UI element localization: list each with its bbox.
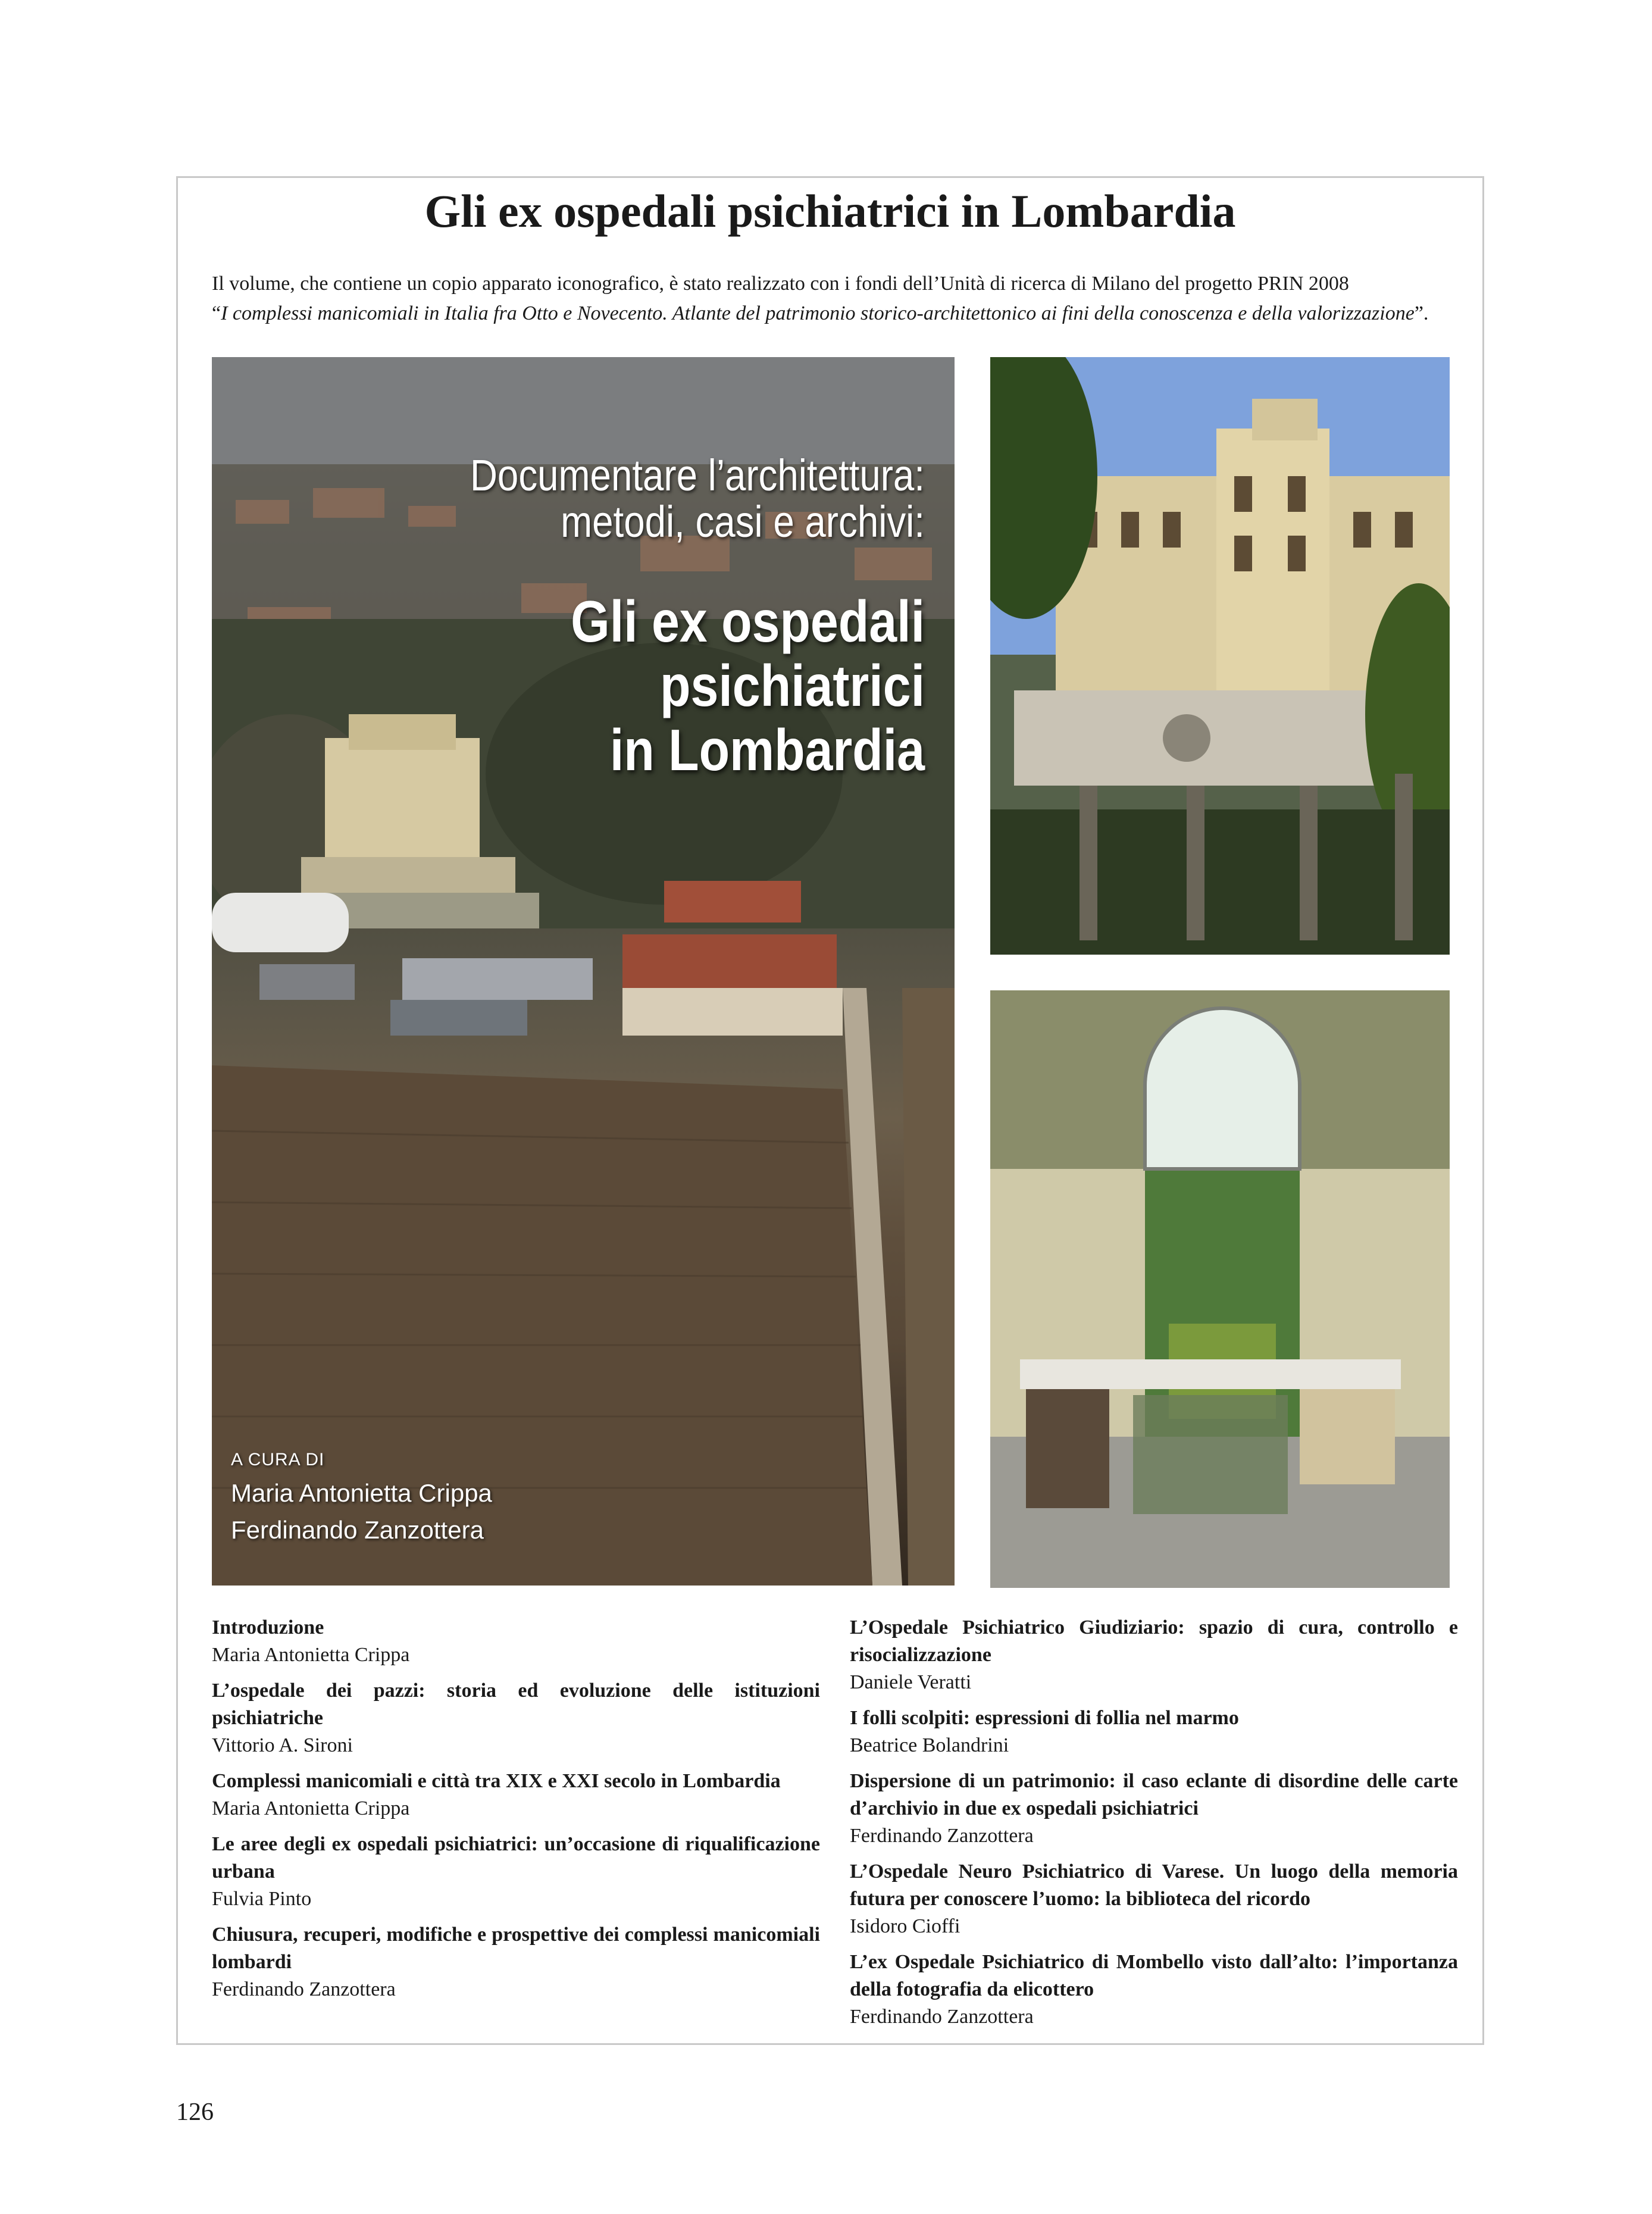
cover-subtitle-line1: Documentare l’architettura:	[470, 451, 925, 500]
toc-entry	[850, 1705, 1458, 1759]
toc-entry	[212, 1831, 820, 1913]
toc-entry-author: Ferdinando Zanzottera	[212, 1978, 396, 2000]
toc-entry	[850, 1768, 1458, 1850]
toc-entry-title: Introduzione	[212, 1616, 324, 1638]
toc-entry-title: L’ospedale dei pazzi: storia ed evoluzione delle istituzioni psichiatriche	[212, 1680, 820, 1729]
toc-entry	[212, 1614, 820, 1669]
toc-entry	[850, 1949, 1458, 2031]
intro-text: Il volume, che contiene un copio apparato iconografico, è stato realizzato con i fondi dell’Unità di ricerca di Milano del progetto PRIN 2008	[212, 273, 1349, 295]
cover-credit-label: A CURA DI	[231, 1450, 325, 1469]
toc-entry	[212, 1921, 820, 2003]
toc-entry-author: Daniele Veratti	[850, 1671, 972, 1693]
toc-entry	[850, 1858, 1458, 1940]
toc-right-column	[850, 1614, 1458, 2039]
villa-exterior-photo	[990, 357, 1450, 955]
book-cover	[212, 357, 955, 1586]
toc-entry-title: Le aree degli ex ospedali psichiatrici: un’occasione di riqualificazione urbana	[212, 1833, 820, 1882]
toc-entry-author: Maria Antonietta Crippa	[212, 1644, 410, 1666]
cover-editor-1: Maria Antonietta Crippa	[231, 1479, 492, 1507]
intro-quote-open: “	[212, 302, 221, 324]
toc-entry-author: Ferdinando Zanzottera	[850, 1825, 1034, 1847]
toc-entry	[212, 1677, 820, 1759]
toc-entry-title: Chiusura, recuperi, modifiche e prospettive dei complessi manicomiali lombardi	[212, 1924, 820, 1973]
toc-entry-title: L’Ospedale Neuro Psichiatrico di Varese. Un luogo della memoria futura per conoscere l’uomo: la biblioteca del ricordo	[850, 1860, 1458, 1910]
cover-editor-2: Ferdinando Zanzottera	[231, 1516, 484, 1544]
cover-title	[336, 589, 925, 782]
intro-quote-close: ”.	[1414, 302, 1429, 324]
toc-entry-title: Complessi manicomiali e città tra XIX e XXI secolo in Lombardia	[212, 1770, 781, 1792]
toc-left-column	[212, 1614, 820, 2012]
toc-entry-title: L’Ospedale Psichiatrico Giudiziario: spazio di cura, controllo e risocializzazione	[850, 1616, 1458, 1666]
page-title: Gli ex ospedali psichiatrici in Lombardia	[424, 185, 1236, 237]
intro-paragraph	[212, 269, 1450, 329]
toc-entry-title: L’ex Ospedale Psichiatrico di Mombello visto dall’alto: l’importanza della fotografia da elicottero	[850, 1951, 1458, 2000]
cover-credits	[231, 1445, 492, 1549]
cover-subtitle	[336, 452, 925, 545]
toc-entry-author: Beatrice Bolandrini	[850, 1734, 1009, 1756]
toc-entry	[212, 1768, 820, 1822]
toc-entry-author: Fulvia Pinto	[212, 1888, 312, 1910]
cover-subtitle-line2: metodi, casi e archivi:	[561, 497, 925, 546]
toc-entry-title: Dispersione di un patrimonio: il caso eclante di disordine delle carte d’archivio in due ex ospedali psichiatrici	[850, 1770, 1458, 1819]
toc-entry-author: Maria Antonietta Crippa	[212, 1797, 410, 1819]
cover-title-line1: Gli ex ospedali psichiatrici	[571, 589, 925, 718]
page-number: 126	[176, 2099, 214, 2126]
cover-title-line2: in Lombardia	[609, 717, 925, 783]
abandoned-interior-photo	[990, 990, 1450, 1588]
toc-entry-author: Ferdinando Zanzottera	[850, 2006, 1034, 2028]
intro-project-title: I complessi manicomiali in Italia fra Otto e Novecento. Atlante del patrimonio storico-architettonico ai fini della conoscenza e della valorizzazione	[221, 302, 1415, 324]
toc-entry-title: I folli scolpiti: espressioni di follia nel marmo	[850, 1707, 1239, 1729]
toc-entry-author: Isidoro Cioffi	[850, 1915, 960, 1937]
toc-entry-author: Vittorio A. Sironi	[212, 1734, 353, 1756]
toc-entry	[850, 1614, 1458, 1696]
